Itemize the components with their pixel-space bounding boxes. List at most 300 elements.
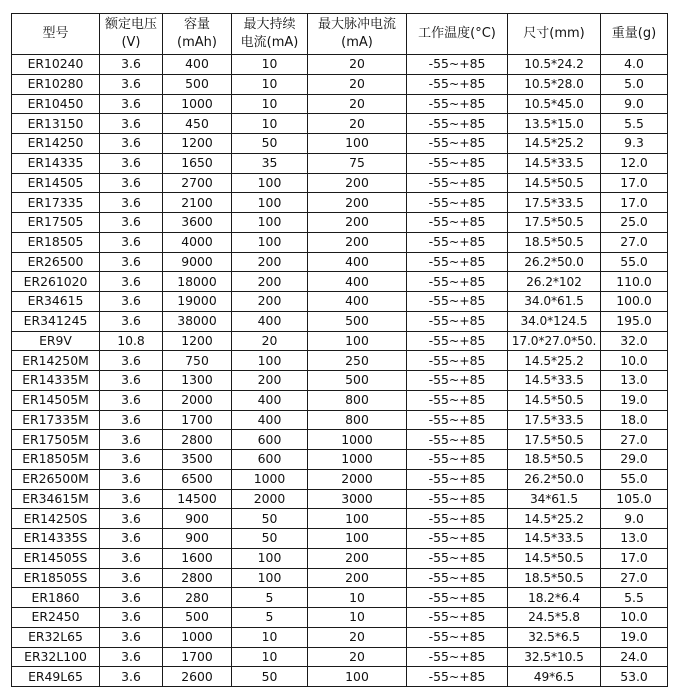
cell-pulse-current: 75	[308, 153, 407, 173]
cell-model: ER14250	[12, 134, 100, 154]
cell-dimensions: 18.5*50.5	[508, 450, 601, 470]
cell-temperature: -55~+85	[407, 173, 508, 193]
cell-continuous-current: 10	[232, 114, 308, 134]
cell-dimensions: 32.5*6.5	[508, 627, 601, 647]
cell-capacity: 2800	[163, 430, 232, 450]
header-line: 额定电压	[104, 17, 157, 32]
cell-voltage: 3.6	[100, 173, 163, 193]
cell-capacity: 1000	[163, 94, 232, 114]
cell-temperature: -55~+85	[407, 529, 508, 549]
cell-dimensions: 26.2*50.0	[508, 469, 601, 489]
cell-capacity: 2100	[163, 193, 232, 213]
cell-pulse-current: 100	[308, 667, 407, 687]
cell-model: ER14250S	[12, 509, 100, 529]
cell-weight: 13.0	[601, 529, 668, 549]
cell-pulse-current: 200	[308, 548, 407, 568]
cell-temperature: -55~+85	[407, 331, 508, 351]
cell-capacity: 280	[163, 588, 232, 608]
table-row	[12, 213, 668, 233]
cell-capacity: 900	[163, 509, 232, 529]
table-row	[12, 311, 668, 331]
cell-continuous-current: 600	[232, 450, 308, 470]
table-row	[12, 469, 668, 489]
cell-temperature: -55~+85	[407, 647, 508, 667]
cell-capacity: 1600	[163, 548, 232, 568]
cell-model: ER26500M	[12, 469, 100, 489]
cell-pulse-current: 1000	[308, 430, 407, 450]
cell-weight: 13.0	[601, 371, 668, 391]
header-line: (mAh)	[177, 35, 217, 50]
header-rated-voltage	[100, 14, 163, 55]
cell-continuous-current: 200	[232, 371, 308, 391]
cell-model: ER49L65	[12, 667, 100, 687]
cell-continuous-current: 200	[232, 292, 308, 312]
cell-weight: 25.0	[601, 213, 668, 233]
cell-weight: 27.0	[601, 568, 668, 588]
cell-voltage: 3.6	[100, 430, 163, 450]
cell-capacity: 2700	[163, 173, 232, 193]
header-operating-temperature	[407, 14, 508, 55]
cell-continuous-current: 5	[232, 608, 308, 628]
cell-temperature: -55~+85	[407, 74, 508, 94]
cell-model: ER10450	[12, 94, 100, 114]
cell-pulse-current: 20	[308, 647, 407, 667]
cell-continuous-current: 50	[232, 529, 308, 549]
header-max-pulse-current	[308, 14, 407, 55]
cell-dimensions: 49*6.5	[508, 667, 601, 687]
cell-weight: 5.5	[601, 588, 668, 608]
cell-pulse-current: 500	[308, 311, 407, 331]
cell-dimensions: 10.5*24.2	[508, 55, 601, 75]
table-row	[12, 94, 668, 114]
cell-dimensions: 14.5*50.5	[508, 390, 601, 410]
table-row	[12, 627, 668, 647]
cell-voltage: 3.6	[100, 114, 163, 134]
cell-weight: 105.0	[601, 489, 668, 509]
cell-continuous-current: 50	[232, 134, 308, 154]
cell-pulse-current: 200	[308, 232, 407, 252]
cell-weight: 55.0	[601, 252, 668, 272]
cell-temperature: -55~+85	[407, 390, 508, 410]
header-line: 最大脉冲电流	[317, 17, 396, 32]
cell-pulse-current: 10	[308, 588, 407, 608]
cell-weight: 100.0	[601, 292, 668, 312]
cell-continuous-current: 100	[232, 173, 308, 193]
cell-capacity: 1300	[163, 371, 232, 391]
cell-dimensions: 10.5*28.0	[508, 74, 601, 94]
table-row	[12, 272, 668, 292]
cell-dimensions: 17.5*33.5	[508, 410, 601, 430]
cell-pulse-current: 100	[308, 509, 407, 529]
cell-weight: 17.0	[601, 193, 668, 213]
cell-capacity: 3600	[163, 213, 232, 233]
cell-voltage: 3.6	[100, 390, 163, 410]
cell-dimensions: 14.5*33.5	[508, 529, 601, 549]
cell-pulse-current: 100	[308, 529, 407, 549]
cell-pulse-current: 250	[308, 351, 407, 371]
cell-pulse-current: 20	[308, 94, 407, 114]
cell-voltage: 3.6	[100, 410, 163, 430]
cell-model: ER32L100	[12, 647, 100, 667]
table-row	[12, 430, 668, 450]
cell-model: ER17335M	[12, 410, 100, 430]
cell-capacity: 1700	[163, 410, 232, 430]
table-row	[12, 529, 668, 549]
cell-temperature: -55~+85	[407, 55, 508, 75]
cell-pulse-current: 200	[308, 193, 407, 213]
cell-temperature: -55~+85	[407, 311, 508, 331]
cell-dimensions: 34.0*124.5	[508, 311, 601, 331]
table-row	[12, 390, 668, 410]
cell-weight: 195.0	[601, 311, 668, 331]
cell-continuous-current: 10	[232, 74, 308, 94]
cell-temperature: -55~+85	[407, 568, 508, 588]
cell-dimensions: 17.5*33.5	[508, 193, 601, 213]
cell-dimensions: 26.2*102	[508, 272, 601, 292]
cell-model: ER17335	[12, 193, 100, 213]
header-weight	[601, 14, 668, 55]
cell-model: ER18505M	[12, 450, 100, 470]
cell-pulse-current: 2000	[308, 469, 407, 489]
cell-weight: 5.0	[601, 74, 668, 94]
battery-spec-table	[11, 13, 668, 687]
cell-pulse-current: 200	[308, 173, 407, 193]
cell-capacity: 14500	[163, 489, 232, 509]
cell-pulse-current: 400	[308, 292, 407, 312]
cell-temperature: -55~+85	[407, 430, 508, 450]
cell-capacity: 2800	[163, 568, 232, 588]
cell-dimensions: 18.5*50.5	[508, 568, 601, 588]
cell-continuous-current: 400	[232, 390, 308, 410]
cell-dimensions: 26.2*50.0	[508, 252, 601, 272]
cell-dimensions: 14.5*33.5	[508, 371, 601, 391]
cell-temperature: -55~+85	[407, 509, 508, 529]
cell-voltage: 3.6	[100, 588, 163, 608]
cell-model: ER34615M	[12, 489, 100, 509]
cell-continuous-current: 10	[232, 647, 308, 667]
cell-voltage: 3.6	[100, 608, 163, 628]
cell-model: ER17505	[12, 213, 100, 233]
header-dimensions	[508, 14, 601, 55]
cell-pulse-current: 200	[308, 213, 407, 233]
cell-temperature: -55~+85	[407, 450, 508, 470]
cell-dimensions: 24.5*5.8	[508, 608, 601, 628]
table-row	[12, 232, 668, 252]
cell-continuous-current: 400	[232, 311, 308, 331]
cell-model: ER32L65	[12, 627, 100, 647]
table-row	[12, 548, 668, 568]
cell-voltage: 3.6	[100, 509, 163, 529]
cell-capacity: 400	[163, 55, 232, 75]
cell-temperature: -55~+85	[407, 292, 508, 312]
cell-capacity: 2000	[163, 390, 232, 410]
table-row	[12, 371, 668, 391]
cell-pulse-current: 20	[308, 627, 407, 647]
cell-model: ER17505M	[12, 430, 100, 450]
cell-weight: 18.0	[601, 410, 668, 430]
cell-temperature: -55~+85	[407, 627, 508, 647]
header-line: 型号	[42, 26, 69, 41]
table-row	[12, 410, 668, 430]
cell-capacity: 1200	[163, 331, 232, 351]
cell-capacity: 3500	[163, 450, 232, 470]
cell-model: ER341245	[12, 311, 100, 331]
cell-voltage: 3.6	[100, 450, 163, 470]
cell-capacity: 18000	[163, 272, 232, 292]
cell-voltage: 3.6	[100, 292, 163, 312]
table-row	[12, 134, 668, 154]
cell-pulse-current: 400	[308, 272, 407, 292]
cell-pulse-current: 100	[308, 134, 407, 154]
cell-continuous-current: 10	[232, 94, 308, 114]
cell-voltage: 3.6	[100, 667, 163, 687]
cell-temperature: -55~+85	[407, 232, 508, 252]
cell-pulse-current: 200	[308, 568, 407, 588]
header-model	[12, 14, 100, 55]
cell-continuous-current: 10	[232, 55, 308, 75]
cell-capacity: 2600	[163, 667, 232, 687]
cell-dimensions: 10.5*45.0	[508, 94, 601, 114]
cell-model: ER18505S	[12, 568, 100, 588]
cell-dimensions: 14.5*25.2	[508, 509, 601, 529]
cell-temperature: -55~+85	[407, 134, 508, 154]
table-row	[12, 153, 668, 173]
cell-capacity: 500	[163, 608, 232, 628]
cell-capacity: 1200	[163, 134, 232, 154]
cell-capacity: 38000	[163, 311, 232, 331]
table-row	[12, 588, 668, 608]
cell-temperature: -55~+85	[407, 213, 508, 233]
cell-voltage: 3.6	[100, 55, 163, 75]
table-row	[12, 173, 668, 193]
cell-pulse-current: 10	[308, 608, 407, 628]
cell-continuous-current: 200	[232, 252, 308, 272]
cell-pulse-current: 800	[308, 390, 407, 410]
header-line: (mA)	[341, 35, 373, 50]
header-line: (V)	[121, 35, 141, 50]
cell-temperature: -55~+85	[407, 410, 508, 430]
cell-temperature: -55~+85	[407, 548, 508, 568]
cell-temperature: -55~+85	[407, 272, 508, 292]
cell-voltage: 3.6	[100, 193, 163, 213]
cell-model: ER26500	[12, 252, 100, 272]
cell-model: ER2450	[12, 608, 100, 628]
cell-dimensions: 34*61.5	[508, 489, 601, 509]
header-row	[12, 14, 668, 55]
cell-weight: 27.0	[601, 430, 668, 450]
cell-weight: 19.0	[601, 390, 668, 410]
cell-pulse-current: 20	[308, 114, 407, 134]
cell-weight: 53.0	[601, 667, 668, 687]
cell-capacity: 450	[163, 114, 232, 134]
cell-voltage: 3.6	[100, 153, 163, 173]
cell-weight: 19.0	[601, 627, 668, 647]
cell-temperature: -55~+85	[407, 667, 508, 687]
cell-model: ER34615	[12, 292, 100, 312]
header-line: 工作温度(°C)	[418, 26, 496, 41]
cell-voltage: 3.6	[100, 568, 163, 588]
table-body	[12, 55, 668, 687]
cell-voltage: 3.6	[100, 351, 163, 371]
cell-voltage: 3.6	[100, 647, 163, 667]
cell-voltage: 3.6	[100, 213, 163, 233]
cell-weight: 9.0	[601, 509, 668, 529]
header-line: 容量	[183, 17, 210, 32]
cell-continuous-current: 10	[232, 627, 308, 647]
table-row	[12, 568, 668, 588]
header-line: 尺寸(mm)	[523, 26, 585, 41]
cell-voltage: 3.6	[100, 232, 163, 252]
table-row	[12, 252, 668, 272]
cell-voltage: 3.6	[100, 252, 163, 272]
cell-temperature: -55~+85	[407, 153, 508, 173]
cell-temperature: -55~+85	[407, 371, 508, 391]
cell-continuous-current: 100	[232, 232, 308, 252]
table-row	[12, 55, 668, 75]
cell-voltage: 3.6	[100, 94, 163, 114]
cell-weight: 4.0	[601, 55, 668, 75]
cell-model: ER14335	[12, 153, 100, 173]
cell-dimensions: 17.5*50.5	[508, 430, 601, 450]
cell-continuous-current: 600	[232, 430, 308, 450]
cell-temperature: -55~+85	[407, 489, 508, 509]
cell-voltage: 3.6	[100, 272, 163, 292]
cell-continuous-current: 50	[232, 509, 308, 529]
cell-temperature: -55~+85	[407, 193, 508, 213]
table-header	[12, 14, 668, 55]
cell-capacity: 9000	[163, 252, 232, 272]
cell-temperature: -55~+85	[407, 588, 508, 608]
cell-weight: 27.0	[601, 232, 668, 252]
cell-capacity: 1700	[163, 647, 232, 667]
cell-weight: 110.0	[601, 272, 668, 292]
cell-weight: 29.0	[601, 450, 668, 470]
cell-pulse-current: 100	[308, 331, 407, 351]
cell-dimensions: 14.5*50.5	[508, 173, 601, 193]
cell-continuous-current: 100	[232, 568, 308, 588]
cell-voltage: 3.6	[100, 371, 163, 391]
cell-continuous-current: 400	[232, 410, 308, 430]
cell-continuous-current: 2000	[232, 489, 308, 509]
cell-pulse-current: 3000	[308, 489, 407, 509]
table-row	[12, 114, 668, 134]
cell-pulse-current: 20	[308, 55, 407, 75]
cell-continuous-current: 20	[232, 331, 308, 351]
cell-dimensions: 14.5*50.5	[508, 548, 601, 568]
cell-voltage: 3.6	[100, 548, 163, 568]
cell-weight: 32.0	[601, 331, 668, 351]
cell-capacity: 1000	[163, 627, 232, 647]
cell-weight: 12.0	[601, 153, 668, 173]
cell-capacity: 19000	[163, 292, 232, 312]
cell-capacity: 500	[163, 74, 232, 94]
cell-voltage: 3.6	[100, 489, 163, 509]
cell-temperature: -55~+85	[407, 469, 508, 489]
cell-dimensions: 34.0*61.5	[508, 292, 601, 312]
cell-dimensions: 14.5*33.5	[508, 153, 601, 173]
table-row	[12, 351, 668, 371]
table-row	[12, 667, 668, 687]
header-line: 最大持续	[243, 17, 296, 32]
header-line: 电流(mA)	[240, 35, 299, 50]
cell-continuous-current: 5	[232, 588, 308, 608]
cell-model: ER14505M	[12, 390, 100, 410]
cell-dimensions: 18.5*50.5	[508, 232, 601, 252]
cell-capacity: 750	[163, 351, 232, 371]
cell-continuous-current: 1000	[232, 469, 308, 489]
cell-dimensions: 17.5*50.5	[508, 213, 601, 233]
table-row	[12, 608, 668, 628]
cell-temperature: -55~+85	[407, 94, 508, 114]
cell-voltage: 3.6	[100, 627, 163, 647]
table-row	[12, 74, 668, 94]
cell-dimensions: 17.0*27.0*50.	[508, 331, 601, 351]
cell-dimensions: 14.5*25.2	[508, 134, 601, 154]
cell-pulse-current: 1000	[308, 450, 407, 470]
cell-dimensions: 14.5*25.2	[508, 351, 601, 371]
cell-weight: 17.0	[601, 548, 668, 568]
cell-pulse-current: 400	[308, 252, 407, 272]
cell-weight: 55.0	[601, 469, 668, 489]
cell-weight: 5.5	[601, 114, 668, 134]
cell-continuous-current: 100	[232, 548, 308, 568]
table-row	[12, 331, 668, 351]
table-row	[12, 489, 668, 509]
cell-temperature: -55~+85	[407, 252, 508, 272]
cell-voltage: 3.6	[100, 134, 163, 154]
cell-capacity: 900	[163, 529, 232, 549]
cell-voltage: 3.6	[100, 529, 163, 549]
cell-weight: 9.0	[601, 94, 668, 114]
cell-weight: 24.0	[601, 647, 668, 667]
cell-model: ER10280	[12, 74, 100, 94]
cell-dimensions: 32.5*10.5	[508, 647, 601, 667]
cell-temperature: -55~+85	[407, 351, 508, 371]
table-row	[12, 292, 668, 312]
cell-voltage: 3.6	[100, 469, 163, 489]
cell-continuous-current: 100	[232, 193, 308, 213]
cell-weight: 17.0	[601, 173, 668, 193]
cell-model: ER14250M	[12, 351, 100, 371]
cell-continuous-current: 50	[232, 667, 308, 687]
cell-model: ER261020	[12, 272, 100, 292]
cell-model: ER18505	[12, 232, 100, 252]
cell-voltage: 3.6	[100, 74, 163, 94]
table-row	[12, 450, 668, 470]
cell-model: ER14335S	[12, 529, 100, 549]
cell-model: ER9V	[12, 331, 100, 351]
cell-capacity: 4000	[163, 232, 232, 252]
cell-model: ER1860	[12, 588, 100, 608]
cell-continuous-current: 100	[232, 351, 308, 371]
cell-weight: 10.0	[601, 608, 668, 628]
cell-weight: 9.3	[601, 134, 668, 154]
cell-pulse-current: 500	[308, 371, 407, 391]
cell-model: ER13150	[12, 114, 100, 134]
cell-voltage: 3.6	[100, 311, 163, 331]
header-line: 重量(g)	[611, 26, 657, 41]
table-row	[12, 509, 668, 529]
cell-model: ER10240	[12, 55, 100, 75]
cell-temperature: -55~+85	[407, 114, 508, 134]
cell-model: ER14335M	[12, 371, 100, 391]
header-capacity	[163, 14, 232, 55]
cell-continuous-current: 100	[232, 213, 308, 233]
cell-voltage: 10.8	[100, 331, 163, 351]
cell-capacity: 6500	[163, 469, 232, 489]
cell-dimensions: 13.5*15.0	[508, 114, 601, 134]
cell-pulse-current: 20	[308, 74, 407, 94]
